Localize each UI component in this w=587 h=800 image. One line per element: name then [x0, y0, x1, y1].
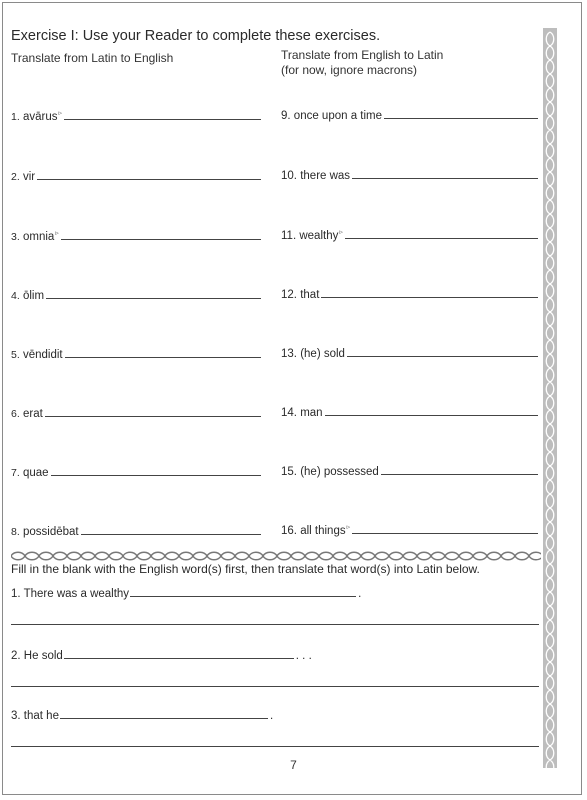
item-number: 4.: [11, 290, 20, 302]
sentence-number: 1.: [11, 588, 21, 600]
triangle-marker-icon: ▹: [346, 524, 351, 532]
answer-blank-16[interactable]: [352, 533, 538, 534]
item-word: (he) possessed: [300, 466, 379, 478]
item-number: 3.: [11, 231, 20, 243]
answer-blank-13[interactable]: [347, 356, 538, 357]
vocab-item-5: [11, 345, 261, 361]
answer-blank-1[interactable]: [64, 119, 261, 120]
sentence-end: .: [269, 710, 274, 722]
sentence-number: 3.: [11, 710, 21, 722]
vocab-item-6: [11, 404, 261, 420]
item-number: 15.: [281, 466, 297, 478]
item-word: possidēbat: [22, 526, 79, 538]
item-word: vēndidit: [22, 349, 63, 361]
sentence-1: [11, 584, 361, 600]
item-number: 8.: [11, 526, 20, 538]
item-number: 7.: [11, 467, 20, 479]
vocab-item-4: [11, 286, 261, 302]
answer-blank-5[interactable]: [65, 357, 261, 358]
item-word: man: [300, 407, 323, 419]
answer-blank-11[interactable]: [345, 238, 538, 239]
answer-blank-4[interactable]: [46, 298, 261, 299]
vocab-item-7: [11, 463, 261, 479]
item-number: 13.: [281, 348, 297, 360]
answer-blank-12[interactable]: [321, 297, 538, 298]
answer-blank-9[interactable]: [384, 118, 538, 119]
sentence-end: .: [358, 588, 362, 600]
page-number: 7: [290, 758, 297, 772]
item-number: 11.: [281, 230, 297, 242]
sentence-3-blank[interactable]: [60, 718, 268, 719]
item-number: 12.: [281, 289, 297, 301]
vocab-item-15: [281, 462, 538, 478]
sentence-number: 2.: [11, 650, 21, 662]
vocab-item-14: [281, 403, 538, 419]
decorative-border: [543, 28, 557, 768]
sentence-2: [11, 646, 312, 662]
chain-border-pattern: [543, 28, 557, 768]
sentence-text: that he: [23, 710, 59, 722]
item-word: there was: [300, 170, 351, 182]
right-heading-line1: Translate from English to Latin: [281, 48, 444, 62]
answer-blank-14[interactable]: [325, 415, 538, 416]
item-word: quae: [22, 467, 49, 479]
item-number: 1.: [11, 111, 20, 123]
item-word: wealthy: [299, 230, 339, 242]
vocab-item-8: [11, 522, 261, 538]
item-word: all things: [300, 525, 346, 537]
latin-answer-line-3[interactable]: [11, 746, 539, 747]
exercise-title: Exercise I: Use your Reader to complete these exercises.: [11, 28, 381, 44]
item-word: erat: [22, 408, 43, 420]
sentence-3: [11, 706, 273, 722]
vocab-item-12: [281, 285, 538, 301]
item-number: 5.: [11, 349, 20, 361]
item-number: 10.: [281, 170, 297, 182]
sentence-1-blank[interactable]: [130, 596, 356, 597]
item-number: 6.: [11, 408, 20, 420]
triangle-marker-icon: ▹: [339, 229, 343, 237]
item-word: (he) sold: [300, 348, 345, 360]
item-word: ōlim: [22, 290, 45, 302]
latin-answer-line-1[interactable]: [11, 624, 539, 625]
chain-divider: [11, 550, 541, 562]
answer-blank-15[interactable]: [381, 474, 538, 475]
sentence-text: He sold: [23, 650, 63, 662]
answer-blank-2[interactable]: [37, 179, 261, 180]
latin-answer-line-2[interactable]: [11, 686, 539, 687]
vocab-item-16: [281, 521, 538, 537]
vocab-item-10: [281, 166, 538, 182]
right-column-heading: [281, 48, 443, 78]
item-number: 9.: [281, 110, 291, 122]
sentence-text: There was a wealthy: [23, 588, 130, 600]
item-number: 16.: [281, 525, 297, 537]
vocab-item-1: [11, 107, 261, 123]
item-number: 2.: [11, 171, 20, 183]
answer-blank-6[interactable]: [45, 416, 261, 417]
triangle-marker-icon: ▹: [58, 110, 63, 118]
item-word: that: [300, 289, 320, 301]
vocab-item-11: [281, 226, 538, 242]
item-word: avārus: [22, 111, 58, 123]
answer-blank-7[interactable]: [51, 475, 261, 476]
item-word: omnia: [22, 231, 55, 243]
triangle-marker-icon: ▹: [55, 230, 59, 238]
vocab-item-2: [11, 167, 261, 183]
left-column-heading: Translate from Latin to English: [11, 51, 174, 65]
sentence-2-blank[interactable]: [64, 658, 294, 659]
item-number: 14.: [281, 407, 297, 419]
vocab-item-13: [281, 344, 538, 360]
right-heading-line2: (for now, ignore macrons): [281, 63, 418, 77]
vocab-item-3: [11, 227, 261, 243]
fill-in-instruction: Fill in the blank with the English word(s) first, then translate that word(s) into Latin below.: [11, 562, 480, 576]
answer-blank-8[interactable]: [81, 534, 261, 535]
answer-blank-3[interactable]: [61, 239, 261, 240]
item-word: vir: [22, 171, 36, 183]
answer-blank-10[interactable]: [352, 178, 538, 179]
item-word: once upon a time: [293, 110, 383, 122]
sentence-end: . . .: [295, 650, 312, 662]
vocab-item-9: [281, 106, 538, 122]
